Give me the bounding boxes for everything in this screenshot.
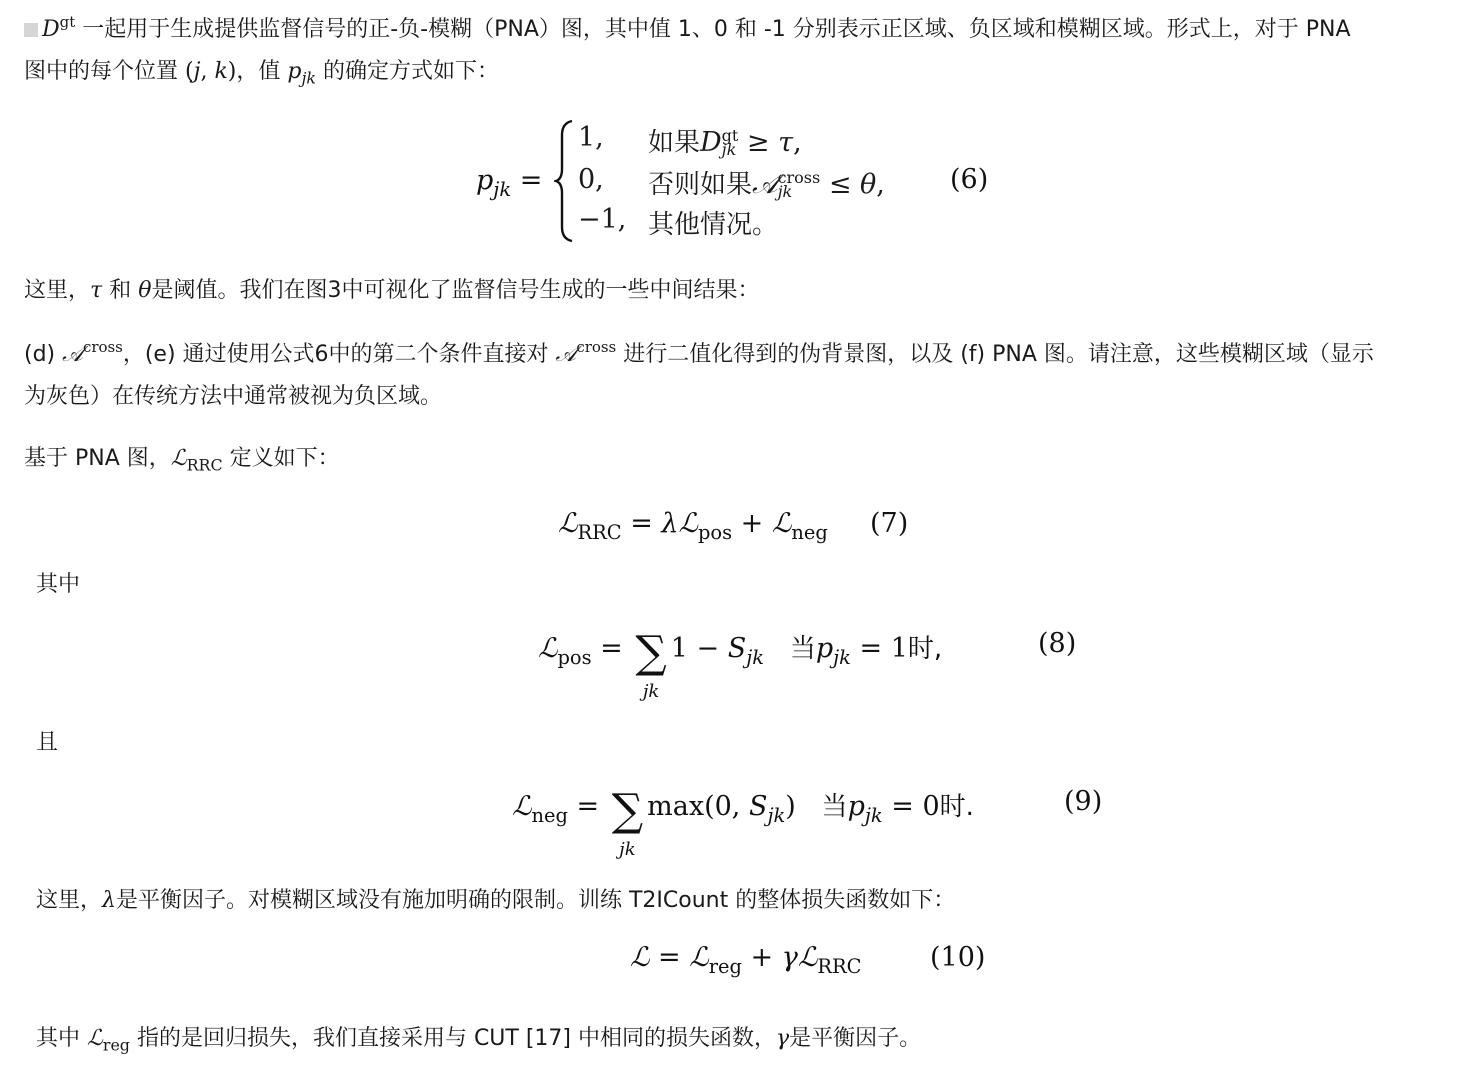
sum-symbol: ∑ jk <box>635 627 667 702</box>
para2-text-3: 是阈值。我们在图3中可视化了监督信号生成的一些中间结果： <box>151 278 760 303</box>
paragraph-thresholds <box>24 270 759 312</box>
para3-text-3: 进行二值化得到的伪背景图，以及 (f) PNA 图。请注意，这些模糊区域（显示 <box>623 342 1374 367</box>
eq6-lhs: $p_{jk}$ = <box>476 165 543 201</box>
math-lambda: λ <box>102 888 116 913</box>
math-L-RRC: ℒ$_{RRC}$ <box>170 446 223 475</box>
eq6-number: (6) <box>950 164 989 195</box>
para2-text-2: 和 <box>109 278 132 303</box>
word-and: 且 <box>36 730 59 755</box>
para3-text-2: ，(e) 通过使用公式6中的第二个条件直接对 <box>122 342 549 367</box>
math-p-jk: $p_{jk}$ <box>287 59 316 88</box>
para1-text-3: ，值 <box>236 59 281 84</box>
paragraph-balance <box>36 880 955 922</box>
eq6-case-1-cond: 如果D gt jk ≥ τ, <box>648 125 802 159</box>
paragraph-regression <box>36 1018 921 1060</box>
line-1 <box>24 334 1374 376</box>
para6-text-2: 指的是回归损失，我们直接采用与 CUT [17] 中相同的损失函数， <box>136 1026 776 1051</box>
eq7-body: ℒ$_{RRC}$ = λℒ$_{pos}$ + ℒ$_{neg}$ <box>558 508 828 544</box>
para3-text-1: (d) <box>24 342 56 367</box>
para3-text-4: 为灰色）在传统方法中通常被视为负区域。 <box>24 384 443 409</box>
gray-square-marker <box>24 23 38 37</box>
eq10-body: ℒ = ℒ$_{reg}$ + γℒ$_{RRC}$ <box>630 942 862 978</box>
sum-symbol: ∑ jk <box>611 785 644 860</box>
para4-text-1: 基于 PNA 图， <box>24 446 171 471</box>
eq8-number: (8) <box>1038 628 1077 659</box>
para1-text-4: 的确定方式如下： <box>322 59 499 84</box>
paragraph-pna-intro <box>24 9 1351 93</box>
math-jk-position: (j, k) <box>185 59 237 84</box>
math-theta: θ <box>138 278 152 303</box>
line-2 <box>24 376 1374 418</box>
para2-text-1: 这里， <box>24 278 91 303</box>
word-where: 其中 <box>36 572 81 597</box>
math-gamma: γ <box>776 1026 790 1051</box>
para1-text-2: 图中的每个位置 <box>24 59 179 84</box>
math-A-cross: 𝒜$^{cross}$ <box>62 338 123 367</box>
para5-text-2: 是平衡因子。对模糊区域没有施加明确的限制。训练 T2ICount 的整体损失函数如下： <box>115 888 956 913</box>
eq6-case-2: 0, <box>578 164 604 195</box>
eq10-number: (10) <box>930 942 986 973</box>
math-tau: τ <box>90 278 103 303</box>
math-D-gt: $D^{gt}$ <box>42 13 76 42</box>
eq8-body: ℒ$_{pos}$ = ∑ jk $1 - S_{jk}$ 当$p_{jk} = 1$时, <box>538 627 943 702</box>
line-2 <box>24 51 1351 93</box>
eq6-case-3-cond: 其他情况。 <box>648 210 779 240</box>
eq7-number: (7) <box>870 508 909 539</box>
para1-text-1: 一起用于生成提供监督信号的正-负-模糊（PNA）图，其中值 1、0 和 -1 分别表示正区域、负区域和模糊区域。形式上，对于 PNA <box>82 17 1351 42</box>
eq9-body: ℒ$_{neg}$ = ∑ jk max(0, $S_{jk}$) 当$p_{jk} = 0$时. <box>512 785 974 860</box>
para6-text-1: 其中 <box>36 1026 81 1051</box>
para5-text-1: 这里， <box>36 888 103 913</box>
left-brace <box>554 119 576 243</box>
line-1 <box>24 9 1351 51</box>
paragraph-rrc-def <box>24 438 340 480</box>
math-A-cross-2: 𝒜$^{cross}$ <box>555 338 617 367</box>
eq6-case-3: −1, <box>578 204 627 235</box>
eq6-case-1: 1, <box>578 122 604 153</box>
para4-text-2: 定义如下： <box>229 446 340 471</box>
math-L-reg: ℒ$_{reg}$ <box>87 1026 130 1055</box>
eq9-number: (9) <box>1064 786 1103 817</box>
para6-text-3: 是平衡因子。 <box>789 1026 922 1051</box>
eq6-case-2-cond: 否则如果𝒜 cross jk ≤ θ, <box>648 167 885 201</box>
paragraph-intermediate-results <box>24 334 1374 418</box>
